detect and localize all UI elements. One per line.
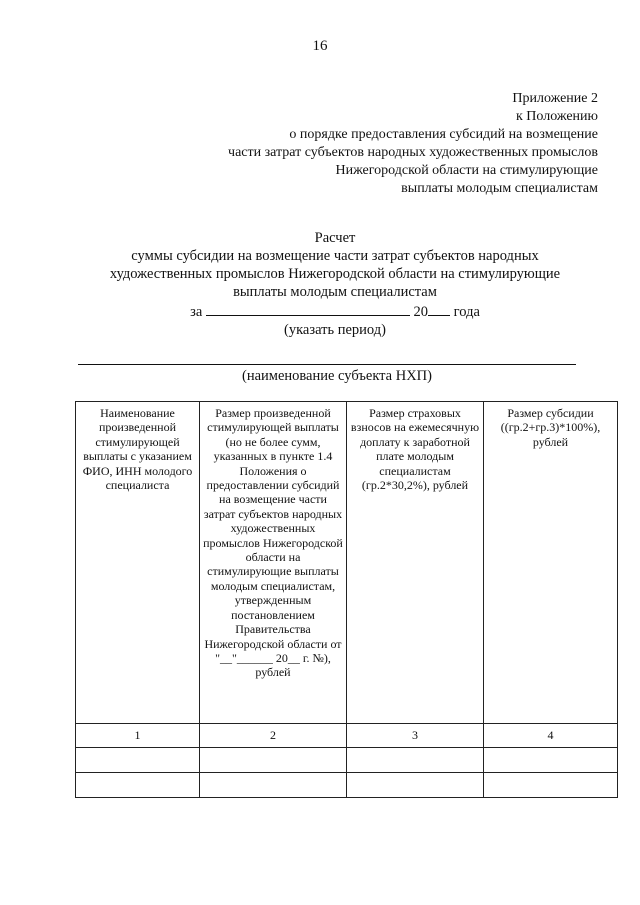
year-blank	[428, 301, 450, 316]
period-year: 20	[413, 304, 429, 320]
appendix-line: о порядке предоставления субсидий на возмещение	[289, 127, 598, 142]
appendix-line: выплаты молодым специалистам	[401, 181, 598, 196]
table-row	[76, 748, 618, 773]
header-col-3: Размер страховых взносов на ежемесячную доплату к заработной плате молодым специалистам (гр.2*30,2%), рублей	[347, 402, 484, 724]
appendix-line: Приложение 2	[512, 91, 598, 106]
title-heading: Расчет	[314, 230, 356, 246]
page-number: 16	[312, 38, 328, 54]
table-row-numbers	[76, 724, 618, 748]
appendix-line: Нижегородской области на стимулирующие	[335, 163, 598, 178]
table-cell	[200, 748, 347, 773]
period-suffix: года	[453, 304, 480, 320]
table-cell	[347, 773, 484, 798]
table-cell	[76, 773, 200, 798]
col-number: 4	[484, 724, 618, 748]
period-prefix: за	[190, 304, 203, 320]
subject-caption: (наименование субъекта НХП)	[241, 368, 432, 384]
col-number: 1	[76, 724, 200, 748]
subject-name-line	[78, 364, 576, 365]
table-cell	[484, 748, 618, 773]
period-hint: (указать период)	[284, 322, 386, 338]
col-number: 2	[200, 724, 347, 748]
header-col-2: Размер произведенной стимулирующей выплаты (но не более сумм, указанных в пункте 1.4 Положения о предоставлении субсидий на возмещение части затрат субъектов народных художественных промыслов Нижегородской области на стимулирующие выплаты молодым специалистам, утвержденным постановлением Правительства Нижегородской области от "__"______ 20__ г. №), рублей	[200, 402, 347, 724]
title-line: художественных промыслов Нижегородской области на стимулирующие	[109, 266, 561, 282]
table-row	[76, 773, 618, 798]
period-line	[70, 301, 600, 321]
title-line: выплаты молодым специалистам	[233, 284, 437, 300]
appendix-line: части затрат субъектов народных художественных промыслов	[228, 145, 598, 160]
period-blank	[206, 301, 410, 316]
table-cell	[484, 773, 618, 798]
title-line: суммы субсидии на возмещение части затрат субъектов народных	[131, 248, 539, 264]
header-col-1: Наименование произведенной стимулирующей выплаты с указанием ФИО, ИНН молодого специалиста	[76, 402, 200, 724]
table-cell	[347, 748, 484, 773]
document-title	[70, 229, 600, 339]
table-header-row	[76, 402, 618, 724]
col-number: 3	[347, 724, 484, 748]
header-col-4: Размер субсидии ((гр.2+гр.3)*100%), рублей	[484, 402, 618, 724]
table-cell	[200, 773, 347, 798]
subsidy-table	[75, 401, 618, 798]
table-cell	[76, 748, 200, 773]
appendix-line: к Положению	[515, 109, 598, 124]
appendix-block	[228, 90, 598, 198]
